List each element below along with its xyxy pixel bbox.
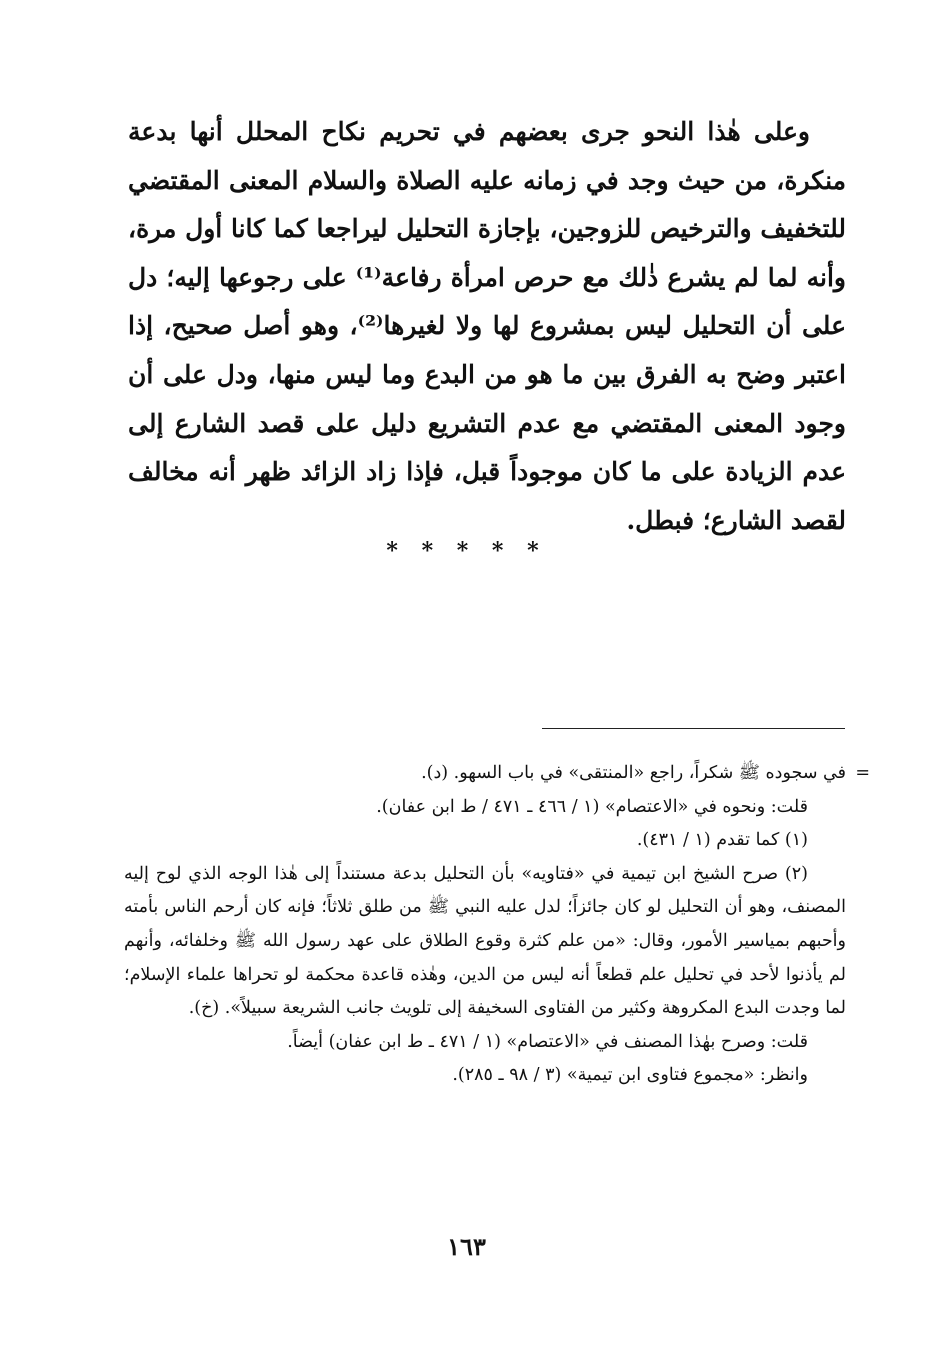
continuation-text: في سجوده ﷺ شكراً، راجع «المنتقى» في باب السهو. (د). [421,763,846,783]
main-paragraph: وعلى هٰذا النحو جرى بعضهم في تحريم نكاح المحلل أنها بدعة منكرة، من حيث وجد في زمانه عليه الصلاة والسلام المعنى المقتضي للتخفيف والترخيص للزوجين، بإجازة التحليل ليراجعا كما كانا أول مرة، وأنه لما لم يشرع ذٰلك مع حرص امرأة رفاعة⁽¹⁾ على رجوعها إليه؛ دل على أن التحليل ليس بمشروع لها ولا لغيرها⁽²⁾، وهو أصل صحيح، إذا اعتبر وضح به الفرق بين ما هو من البدع وما ليس منها، ودل على أن وجود المعنى المقتضي مع عدم التشريع دليل على قصد الشارع إلى عدم الزيادة على ما كان موجوداً قبل، فإذا زاد الزائد ظهر أنه مخالف لقصد الشارع؛ فبطل. [128,117,846,535]
footnote-1: (١) كما تقدم (١ / ٤٣١). [636,830,808,851]
footnote-2: (٢) صرح الشيخ ابن تيمية في «فتاويه» بأن التحليل بدعة مستنداً إلى هٰذا الوجه الذي لوح إليه المصنف، وهو أن التحليل لو كان جائزاً؛ لدل عليه النبي ﷺ من طلق ثلاثاً؛ فإنه كان أرحم الناس بأمته وأحبهم بمياسير الأمور، وقال: «من علم كثرة وقوع الطلاق على عهد رسول الله ﷺ وخلفائه، وأنهم لم يأذنوا لأحد في تحليل علم قطعاً أنه ليس من الدين، وهٰذه قاعدة محكمة لو تحراها علماء الإسلام؛ لما وجدت البدع المكروهة وكثير من الفتاوى السخيفة إلى تلويث جانب الشريعة سبيلاً». (خ). [124,863,846,1019]
continuation-mark: = [855,763,870,783]
footnote-divider [542,728,845,729]
footnote-note-c: وانظر: «مجموع فتاوى ابن تيمية» (٣ / ٩٨ ـ ٢٨٥). [452,1065,808,1086]
page-number: ١٦٣ [447,1232,486,1261]
footnote-note-b: قلت: وصرح بهٰذا المصنف في «الاعتصام» (١ / ٤٧١ ـ ط ابن عفان) أيضاً. [287,1031,808,1052]
footnotes [124,757,870,1093]
footnote-note-a: قلت: ونحوه في «الاعتصام» (١ / ٤٦٦ ـ ٤٧١ / ط ابن عفان). [376,796,808,817]
main-text [128,108,846,545]
section-separator: * * * * * [386,538,547,564]
footnote-continuation [124,757,870,791]
footnote-2-block [124,858,846,1026]
